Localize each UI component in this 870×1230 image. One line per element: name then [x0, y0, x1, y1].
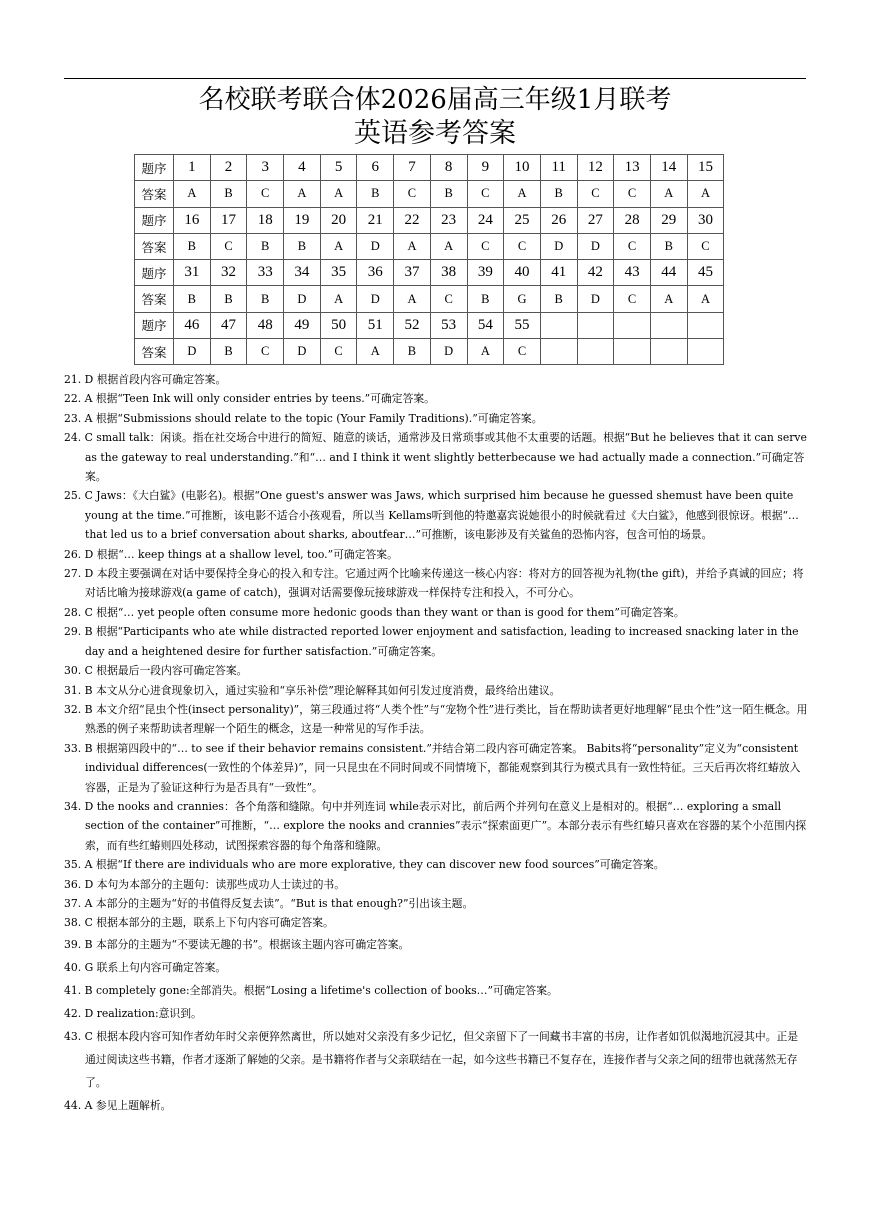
answer-cell: C [614, 233, 651, 259]
answer-cell: B [394, 339, 431, 365]
question-number-cell: 30 [687, 207, 724, 233]
question-number-cell: 13 [614, 155, 651, 181]
answer-cell: D [430, 339, 467, 365]
question-number-cell: 21 [357, 207, 394, 233]
question-number-cell: 20 [320, 207, 357, 233]
answer-cell: C [467, 181, 504, 207]
answer-cell: D [284, 286, 321, 312]
question-number-cell: 15 [687, 155, 724, 181]
answer-cell: A [394, 286, 431, 312]
question-number-cell: 26 [540, 207, 577, 233]
answer-cell: C [320, 339, 357, 365]
question-number-cell: 24 [467, 207, 504, 233]
question-number-cell: 3 [247, 155, 284, 181]
question-number-cell [577, 312, 614, 338]
question-number-cell: 40 [504, 260, 541, 286]
question-number-cell: 44 [650, 260, 687, 286]
answer-cell: A [430, 233, 467, 259]
answer-cell [687, 339, 724, 365]
answer-cell: A [467, 339, 504, 365]
explanation-item: 35. A 根据“If there are individuals who are more explorative, they can discover new food sources”可确定答案。 [64, 858, 665, 872]
answer-cell: B [357, 181, 394, 207]
question-number-cell: 12 [577, 155, 614, 181]
question-number-cell: 9 [467, 155, 504, 181]
question-number-cell: 39 [467, 260, 504, 286]
question-number-cell: 31 [174, 260, 211, 286]
answer-cell: D [357, 286, 394, 312]
question-number-cell: 51 [357, 312, 394, 338]
answer-cell: A [320, 286, 357, 312]
answer-cell: D [577, 286, 614, 312]
explanation-item: 42. D realization:意识到。 [64, 1006, 202, 1020]
answer-cell: B [247, 286, 284, 312]
question-number-cell: 48 [247, 312, 284, 338]
question-label-cell: 题序 [135, 312, 174, 338]
question-number-cell [540, 312, 577, 338]
answer-cell: A [320, 181, 357, 207]
question-number-cell [687, 312, 724, 338]
question-number-cell: 2 [210, 155, 247, 181]
answer-cell: C [504, 233, 541, 259]
answer-row [135, 286, 724, 312]
question-number-cell [614, 312, 651, 338]
answer-cell: C [614, 181, 651, 207]
question-number-cell: 47 [210, 312, 247, 338]
page-title: 名校联考联合体2026届高三年级1月联考 [198, 85, 672, 115]
answer-label-cell: 答案 [135, 339, 174, 365]
explanation-item: 32. B 本文介绍“昆虫个性(insect personality)”，第三段通过将“人类个性”与“宠物个性”进行类比，旨在帮助读者更好地理解“昆虫个性”这一陌生概念。用熟悉的例子来帮助读者理解一个陌生的概念，这是一种常见的写作手法。 [64, 702, 808, 736]
answer-row [135, 181, 724, 207]
question-number-cell: 34 [284, 260, 321, 286]
explanation-item: 44. A 参见上题解析。 [64, 1098, 172, 1112]
question-number-row [135, 260, 724, 286]
explanation-item: 23. A 根据“Submissions should relate to the topic (Your Family Traditions).”可确定答案。 [64, 411, 543, 425]
question-number-cell: 10 [504, 155, 541, 181]
explanation-item: 28. C 根据“… yet people often consume more hedonic goods than they want or than is good for them”可确定答案。 [64, 605, 685, 619]
question-number-cell: 45 [687, 260, 724, 286]
question-number-cell: 11 [540, 155, 577, 181]
explanation-item: 34. D the nooks and crannies：各个角落和缝隙。句中并列连词 while表示对比，前后两个并列句在意义上是相对的。根据“… exploring a small section of the container”可推断，“… explore the nooks and crannies”表示“探索面更广”。本部分表示有些红蝽只喜欢在容器的某个小范围内探索，而有些红蝽则四处移动，试图探索容器的每个角落和缝隙。 [64, 799, 807, 852]
answer-cell: B [174, 233, 211, 259]
explanation-item: 33. B 根据第四段中的“… to see if their behavior remains consistent.”并结合第二段内容可确定答案。 Babits将“personality”定义为“consistent individual differences(一致性的个体差异)”，同一只昆虫在不同时间或不同情境下，都能观察到其行为模式具有一致性特征。三天后再次将红蝽放入容器，正是为了验证这种行为是否具有“一致性”。 [64, 741, 801, 794]
question-number-cell: 38 [430, 260, 467, 286]
explanation-item: 29. B 根据“Participants who ate while distracted reported lower enjoyment and satisfaction, leading to increased snacking later in the day and a heightened desire for further satisfaction.”可确定答案。 [64, 625, 799, 658]
explanation-item: 40. G 联系上句内容可确定答案。 [64, 960, 227, 974]
question-number-cell: 19 [284, 207, 321, 233]
question-number-cell: 8 [430, 155, 467, 181]
question-number-cell: 7 [394, 155, 431, 181]
question-number-cell: 23 [430, 207, 467, 233]
explanation-item: 41. B completely gone:全部消失。根据“Losing a lifetime's collection of books…”可确定答案。 [64, 983, 558, 997]
answer-cell: A [284, 181, 321, 207]
explanation-item: 31. B 本文从分心进食现象切入，通过实验和“享乐补偿”理论解释其如何引发过度消费，最终给出建议。 [64, 683, 561, 697]
question-number-cell: 50 [320, 312, 357, 338]
answer-cell: B [247, 233, 284, 259]
answer-cell: C [247, 181, 284, 207]
explanation-item: 24. C small talk：闲谈。指在社交场合中进行的简短、随意的谈话，通常涉及日常琐事或其他不太重要的话题。根据“But he believes that it can serve as the gateway to real understanding.”和“… and I think it went slightly betterbecause we had actually made a connection.”可确定答案。 [64, 431, 807, 484]
answer-cell: G [504, 286, 541, 312]
explanation-item: 27. D 本段主要强调在对话中要保持全身心的投入和专注。它通过两个比喻来传递这一核心内容：将对方的回答视为礼物(the gift)，并给予真诚的回应；将对话比喻为接球游戏(a game of catch)，强调对话需要像玩接球游戏一样保持专注和投入，不可分心。 [64, 567, 804, 600]
answer-cell: A [320, 233, 357, 259]
answer-row [135, 233, 724, 259]
question-number-cell: 37 [394, 260, 431, 286]
question-number-cell: 54 [467, 312, 504, 338]
top-rule [64, 78, 806, 79]
answer-cell: D [357, 233, 394, 259]
answer-cell: D [284, 339, 321, 365]
answer-cell: B [210, 181, 247, 207]
question-label-cell: 题序 [135, 260, 174, 286]
explanation-item: 36. D 本句为本部分的主题句：读那些成功人士读过的书。 [64, 877, 346, 891]
answer-cell: C [394, 181, 431, 207]
question-label-cell: 题序 [135, 207, 174, 233]
question-number-cell: 25 [504, 207, 541, 233]
question-number-cell: 1 [174, 155, 211, 181]
answer-cell [650, 339, 687, 365]
answer-cell: C [577, 181, 614, 207]
page-subtitle: 英语参考答案 [354, 118, 516, 149]
answer-cell: A [357, 339, 394, 365]
answer-cell: C [687, 233, 724, 259]
explanation-item: 21. D 根据首段内容可确定答案。 [64, 373, 227, 386]
answer-cell: B [650, 233, 687, 259]
answer-cell: B [210, 339, 247, 365]
question-number-cell: 27 [577, 207, 614, 233]
question-number-cell: 43 [614, 260, 651, 286]
question-number-cell: 49 [284, 312, 321, 338]
question-number-cell: 41 [540, 260, 577, 286]
answer-cell: C [247, 339, 284, 365]
question-number-cell: 18 [247, 207, 284, 233]
question-number-cell: 17 [210, 207, 247, 233]
question-number-cell: 14 [650, 155, 687, 181]
question-number-cell: 6 [357, 155, 394, 181]
answer-table [134, 154, 724, 365]
answer-cell: B [174, 286, 211, 312]
question-number-cell: 32 [210, 260, 247, 286]
answer-cell: A [687, 286, 724, 312]
answer-label-cell: 答案 [135, 286, 174, 312]
answer-cell [577, 339, 614, 365]
question-number-cell: 36 [357, 260, 394, 286]
answer-cell: A [174, 181, 211, 207]
question-number-cell: 5 [320, 155, 357, 181]
explanation-item: 39. B 本部分的主题为“不要读无趣的书”。根据该主题内容可确定答案。 [64, 937, 410, 951]
answer-cell: B [540, 286, 577, 312]
question-number-cell: 29 [650, 207, 687, 233]
answer-cell: C [467, 233, 504, 259]
question-number-cell: 33 [247, 260, 284, 286]
answer-cell: D [577, 233, 614, 259]
answer-cell: D [174, 339, 211, 365]
answer-cell: A [504, 181, 541, 207]
question-number-row [135, 155, 724, 181]
answer-label-cell: 答案 [135, 181, 174, 207]
question-number-cell: 4 [284, 155, 321, 181]
explanation-item: 30. C 根据最后一段内容可确定答案。 [64, 664, 248, 678]
answer-cell: A [650, 181, 687, 207]
answer-cell: D [540, 233, 577, 259]
question-number-cell: 55 [504, 312, 541, 338]
explanation-item: 22. A 根据“Teen Ink will only consider entries by teens.”可确定答案。 [64, 392, 435, 406]
question-number-cell: 35 [320, 260, 357, 286]
answer-cell: B [540, 181, 577, 207]
question-number-cell: 52 [394, 312, 431, 338]
explanation-item: 37. A 本部分的主题为“好的书值得反复去读”。“But is that enough?”引出该主题。 [64, 896, 474, 910]
explanation-item: 26. D 根据“… keep things at a shallow level, too.”可确定答案。 [64, 547, 398, 561]
answer-cell: A [394, 233, 431, 259]
answer-cell: C [430, 286, 467, 312]
explanation-item: 38. C 根据本部分的主题，联系上下句内容可确定答案。 [64, 916, 334, 930]
question-number-row [135, 312, 724, 338]
explanation-item: 25. C Jaws：《大白鲨》(电影名)。根据“One guest's answer was Jaws, which surprised him because he guessed shemust have been quite young at the time.”可推断，该电影不适合小孩观看，所以当 Kellams听到他的特邀嘉宾说她很小的时候就看过《大白鲨》，他感到很惊讶。根据“… that led us to a brief conversation about sharks, aboutfear…”可推断，该电影涉及有关鲨鱼的恐怖内容，包含可怕的场景。 [64, 489, 799, 542]
answer-cell: A [687, 181, 724, 207]
question-number-cell: 22 [394, 207, 431, 233]
question-number-cell: 46 [174, 312, 211, 338]
question-number-cell [650, 312, 687, 338]
answer-cell: C [210, 233, 247, 259]
question-number-cell: 16 [174, 207, 211, 233]
question-number-cell: 28 [614, 207, 651, 233]
explanation-item: 43. C 根据本段内容可知作者幼年时父亲便猝然离世，所以她对父亲没有多少记忆，但父亲留下了一间藏书丰富的书房，让作者如饥似渴地沉浸其中。正是通过阅读这些书籍，作者才逐渐了解她的父亲。是书籍将作者与父亲联结在一起，如今这些书籍已不复存在，连接作者与父亲之间的纽带也就荡然无存了。 [64, 1029, 799, 1089]
answer-cell: B [284, 233, 321, 259]
answer-label-cell: 答案 [135, 233, 174, 259]
answer-cell: A [650, 286, 687, 312]
answer-cell [614, 339, 651, 365]
answer-cell: C [504, 339, 541, 365]
question-number-cell: 42 [577, 260, 614, 286]
answer-cell: B [430, 181, 467, 207]
answer-cell: B [467, 286, 504, 312]
explanations [64, 370, 808, 1117]
answer-cell: B [210, 286, 247, 312]
answer-cell: C [614, 286, 651, 312]
question-number-cell: 53 [430, 312, 467, 338]
answer-cell [540, 339, 577, 365]
question-label-cell: 题序 [135, 155, 174, 181]
answer-row [135, 339, 724, 365]
question-number-row [135, 207, 724, 233]
